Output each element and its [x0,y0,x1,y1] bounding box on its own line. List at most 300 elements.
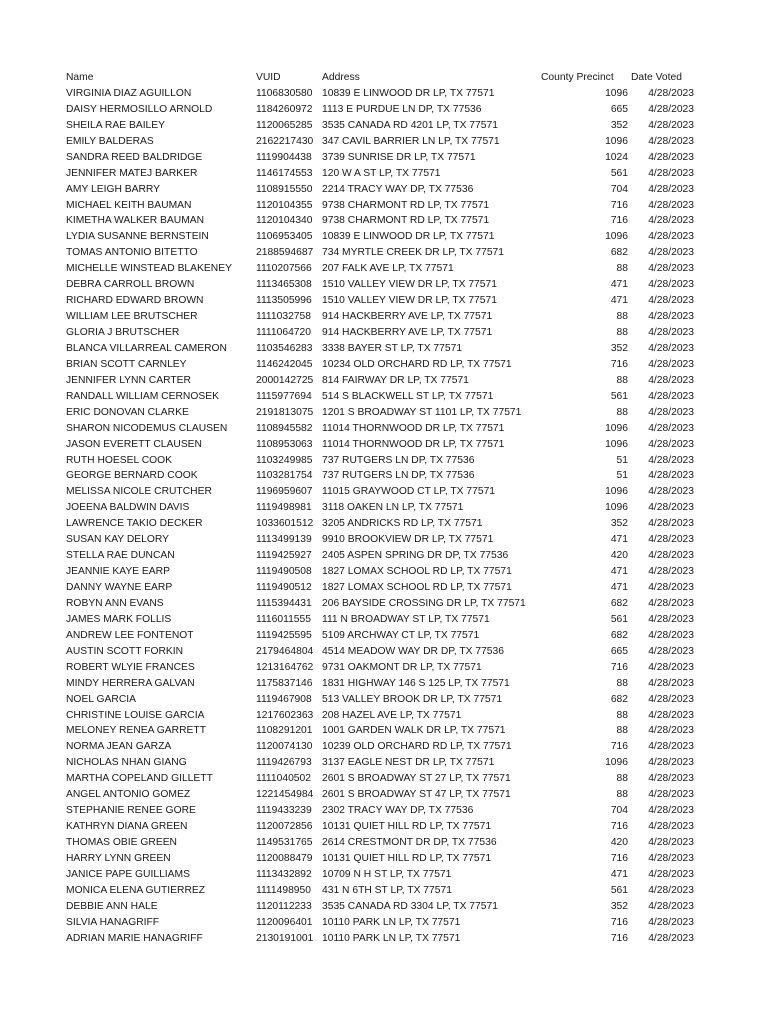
precinct-cell: 561 [610,390,628,402]
vuid-cell: 1120088479 [256,852,313,864]
table-row [0,723,770,739]
date-voted-cell: 4/28/2023 [648,119,694,131]
precinct-cell: 1096 [605,757,628,769]
voter-name-cell: MINDY HERRERA GALVAN [66,677,195,689]
precinct-cell: 88 [616,709,628,721]
voter-name-cell: THOMAS OBIE GREEN [66,837,177,848]
voter-rows [0,86,770,947]
voter-name-cell: SANDRA REED BALDRIDGE [66,151,203,163]
address-cell: 10131 QUIET HILL RD LP, TX 77571 [322,821,492,833]
date-voted-cell: 4/28/2023 [648,757,694,769]
voter-name-cell: RICHARD EDWARD BROWN [66,295,204,307]
precinct-cell: 682 [610,247,628,259]
vuid-cell: 2188594687 [256,247,314,259]
table-row [0,596,770,612]
date-voted-cell: 4/28/2023 [648,438,694,450]
address-cell: 1827 LOMAX SCHOOL RD LP, TX 77571 [322,566,512,578]
vuid-cell: 1119490512 [256,582,312,593]
date-voted-cell: 4/28/2023 [648,741,694,753]
vuid-cell: 1120072856 [256,821,313,833]
date-voted-cell: 4/28/2023 [648,422,694,434]
address-cell: 9910 BROOKVIEW DR LP, TX 77571 [322,534,494,546]
address-cell: 2214 TRACY WAY DP, TX 77536 [322,183,474,195]
table-row [0,150,770,166]
table-row [0,548,770,564]
date-voted-cell: 4/28/2023 [648,916,694,928]
vuid-cell: 1213164762 [256,661,314,673]
address-cell: 3205 ANDRICKS RD LP, TX 77571 [322,518,483,530]
voter-name-cell: MELONEY RENEA GARRETT [66,725,206,737]
precinct-cell: 471 [610,868,628,880]
table-row [0,835,770,851]
precinct-cell: 704 [610,183,628,195]
header-row [0,70,770,86]
date-voted-cell: 4/28/2023 [648,454,694,466]
precinct-cell: 716 [610,852,628,864]
vuid-cell: 1119904438 [256,151,312,163]
address-cell: 10709 N H ST LP, TX 77571 [322,868,452,880]
date-voted-cell: 4/28/2023 [648,900,694,912]
vuid-cell: 1108945582 [256,422,313,434]
precinct-cell: 1096 [605,231,628,243]
date-voted-cell: 4/28/2023 [648,311,694,323]
vuid-cell: 1119425927 [256,550,312,562]
table-row [0,867,770,883]
vuid-cell: 1184260972 [256,103,313,115]
date-voted-cell: 4/28/2023 [648,868,694,880]
precinct-cell: 88 [616,263,628,275]
vuid-cell: 1115394431 [256,597,312,609]
precinct-cell: 88 [616,327,628,338]
precinct-cell: 471 [610,582,628,593]
address-cell: 2601 S BROADWAY ST 47 LP, TX 77571 [322,789,511,801]
header-name: Name [66,72,94,83]
address-cell: 120 W A ST LP, TX 77571 [322,167,441,179]
vuid-cell: 1033601512 [256,518,314,530]
table-row [0,134,770,150]
address-cell: 3137 EAGLE NEST DR LP, TX 77571 [322,757,495,769]
precinct-cell: 1096 [605,486,628,498]
precinct-cell: 1096 [605,502,628,514]
vuid-cell: 1103281754 [256,470,313,482]
table-row [0,484,770,500]
table-row [0,341,770,357]
date-voted-cell: 4/28/2023 [648,502,694,514]
table-row [0,516,770,532]
date-voted-cell: 4/28/2023 [648,661,694,673]
vuid-cell: 1113505996 [256,295,312,307]
voter-name-cell: DAISY HERMOSILLO ARNOLD [66,103,213,115]
voter-name-cell: SHARON NICODEMUS CLAUSEN [66,422,228,434]
date-voted-cell: 4/28/2023 [648,406,694,418]
vuid-cell: 1120112233 [256,900,312,912]
vuid-cell: 1149531765 [256,837,313,848]
voter-name-cell: ROBERT WLYIE FRANCES [66,661,195,673]
table-row [0,389,770,405]
table-row [0,166,770,182]
address-cell: 11014 THORNWOOD DR LP, TX 77571 [322,438,505,450]
header-vuid: VUID [256,72,281,83]
table-row [0,771,770,787]
address-cell: 914 HACKBERRY AVE LP, TX 77571 [322,327,493,338]
table-row [0,453,770,469]
voter-name-cell: ANDREW LEE FONTENOT [66,629,194,641]
table-row [0,118,770,134]
date-voted-cell: 4/28/2023 [648,87,694,99]
precinct-cell: 716 [610,215,628,227]
address-cell: 1510 VALLEY VIEW DR LP, TX 77571 [322,295,497,307]
table-row [0,899,770,915]
voter-name-cell: SHEILA RAE BAILEY [66,119,166,131]
precinct-cell: 1096 [605,438,628,450]
voter-name-cell: HARRY LYNN GREEN [66,852,171,864]
date-voted-cell: 4/28/2023 [648,932,694,944]
voter-name-cell: VIRGINIA DIAZ AGUILLON [66,87,192,99]
vuid-cell: 2130191001 [256,932,314,944]
precinct-cell: 665 [610,103,628,115]
address-cell: 10839 E LINWOOD DR LP, TX 77571 [322,87,495,99]
address-cell: 3535 CANADA RD 3304 LP, TX 77571 [322,900,498,912]
precinct-cell: 51 [616,470,628,482]
vuid-cell: 1120074130 [256,741,313,753]
vuid-cell: 1196959607 [256,486,313,498]
precinct-cell: 88 [616,725,628,737]
address-cell: 11015 GRAYWOOD CT LP, TX 77571 [322,486,496,498]
precinct-cell: 716 [610,932,628,944]
vuid-cell: 1108953063 [256,438,313,450]
date-voted-cell: 4/28/2023 [648,709,694,721]
table-row [0,213,770,229]
table-row [0,86,770,102]
precinct-cell: 682 [610,597,628,609]
voter-name-cell: KATHRYN DIANA GREEN [66,821,188,833]
table-row [0,755,770,771]
date-voted-cell: 4/28/2023 [648,263,694,275]
voter-name-cell: BLANCA VILLARREAL CAMERON [66,342,227,354]
vuid-cell: 1111040502 [256,773,311,785]
date-voted-cell: 4/28/2023 [648,486,694,498]
address-cell: 2601 S BROADWAY ST 27 LP, TX 77571 [322,773,511,785]
address-cell: 1001 GARDEN WALK DR LP, TX 77571 [322,725,506,737]
address-cell: 208 HAZEL AVE LP, TX 77571 [322,709,462,721]
address-cell: 10131 QUIET HILL RD LP, TX 77571 [322,852,492,864]
voter-name-cell: MELISSA NICOLE CRUTCHER [66,486,212,498]
precinct-cell: 682 [610,693,628,705]
table-row [0,739,770,755]
precinct-cell: 88 [616,374,628,386]
address-cell: 9738 CHARMONT RD LP, TX 77571 [322,199,490,211]
voter-name-cell: ANGEL ANTONIO GOMEZ [66,789,191,801]
address-cell: 10839 E LINWOOD DR LP, TX 77571 [322,231,495,243]
address-cell: 814 FAIRWAY DR LP, TX 77571 [322,374,469,386]
vuid-cell: 1175837146 [256,677,313,689]
table-row [0,468,770,484]
table-row [0,787,770,803]
address-cell: 9738 CHARMONT RD LP, TX 77571 [322,215,490,227]
date-voted-cell: 4/28/2023 [648,295,694,307]
voter-name-cell: NICHOLAS NHAN GIANG [66,757,187,769]
date-voted-cell: 4/28/2023 [648,135,694,147]
table-row [0,660,770,676]
vuid-cell: 2191813075 [256,406,314,418]
table-row [0,532,770,548]
vuid-cell: 1110207566 [256,263,312,275]
precinct-cell: 716 [610,661,628,673]
date-voted-cell: 4/28/2023 [648,645,694,657]
table-row [0,500,770,516]
precinct-cell: 561 [610,167,628,179]
voter-name-cell: AMY LEIGH BARRY [66,183,161,195]
precinct-cell: 716 [610,741,628,753]
vuid-cell: 1111498950 [256,884,311,896]
address-cell: 914 HACKBERRY AVE LP, TX 77571 [322,311,493,323]
address-cell: 11014 THORNWOOD DR LP, TX 77571 [322,422,505,434]
voter-name-cell: ROBYN ANN EVANS [66,597,164,609]
precinct-cell: 682 [610,629,628,641]
date-voted-cell: 4/28/2023 [648,390,694,402]
voter-name-cell: MARTHA COPELAND GILLETT [66,773,213,785]
voter-name-cell: BRIAN SCOTT CARNLEY [66,358,187,370]
voter-name-cell: ADRIAN MARIE HANAGRIFF [66,932,203,944]
table-row [0,182,770,198]
vuid-cell: 1146174553 [256,167,313,179]
date-voted-cell: 4/28/2023 [648,374,694,386]
address-cell: 2614 CRESTMONT DR DP, TX 77536 [322,837,497,848]
precinct-cell: 471 [610,295,628,307]
vuid-cell: 1119433239 [256,805,312,817]
table-row [0,245,770,261]
address-cell: 3338 BAYER ST LP, TX 77571 [322,342,463,354]
date-voted-cell: 4/28/2023 [648,884,694,896]
date-voted-cell: 4/28/2023 [648,215,694,227]
vuid-cell: 1217602363 [256,709,314,721]
voter-name-cell: KIMETHA WALKER BAUMAN [66,215,205,227]
date-voted-cell: 4/28/2023 [648,582,694,593]
address-cell: 3535 CANADA RD 4201 LP, TX 77571 [322,119,498,131]
address-cell: 9731 OAKMONT DR LP, TX 77571 [322,661,482,673]
precinct-cell: 1096 [605,87,628,99]
address-cell: 431 N 6TH ST LP, TX 77571 [322,884,452,896]
voter-name-cell: GEORGE BERNARD COOK [66,470,198,482]
address-cell: 207 FALK AVE LP, TX 77571 [322,263,454,275]
date-voted-cell: 4/28/2023 [648,534,694,546]
vuid-cell: 1221454984 [256,789,314,801]
precinct-cell: 352 [610,119,628,131]
voter-name-cell: LAWRENCE TAKIO DECKER [66,518,203,530]
table-row [0,373,770,389]
vuid-cell: 1113465308 [256,279,312,291]
table-row [0,819,770,835]
vuid-cell: 1115977694 [256,390,312,402]
date-voted-cell: 4/28/2023 [648,327,694,338]
voter-name-cell: MICHELLE WINSTEAD BLAKENEY [66,263,232,275]
precinct-cell: 420 [610,837,628,848]
date-voted-cell: 4/28/2023 [648,518,694,530]
voter-name-cell: JEANNIE KAYE EARP [66,566,170,578]
voter-name-cell: JENNIFER MATEJ BARKER [66,167,198,179]
table-row [0,851,770,867]
address-cell: 514 S BLACKWELL ST LP, TX 77571 [322,390,494,402]
date-voted-cell: 4/28/2023 [648,342,694,354]
date-voted-cell: 4/28/2023 [648,103,694,115]
table-row [0,676,770,692]
precinct-cell: 51 [616,454,628,466]
address-cell: 4514 MEADOW WAY DR DP, TX 77536 [322,645,504,657]
vuid-cell: 1116011555 [256,613,311,625]
address-cell: 2302 TRACY WAY DP, TX 77536 [322,805,474,817]
date-voted-cell: 4/28/2023 [648,358,694,370]
table-row [0,261,770,277]
address-cell: 1831 HIGHWAY 146 S 125 LP, TX 77571 [322,677,510,689]
vuid-cell: 1119467908 [256,693,312,705]
address-cell: 10234 OLD ORCHARD RD LP, TX 77571 [322,358,512,370]
precinct-cell: 352 [610,518,628,530]
precinct-cell: 88 [616,406,628,418]
address-cell: 1113 E PURDUE LN DP, TX 77536 [322,103,482,115]
precinct-cell: 665 [610,645,628,657]
table-row [0,708,770,724]
vuid-cell: 1119490508 [256,566,312,578]
header-county-precinct: County Precinct [541,72,614,83]
date-voted-cell: 4/28/2023 [648,151,694,163]
date-voted-cell: 4/28/2023 [648,821,694,833]
date-voted-cell: 4/28/2023 [648,566,694,578]
date-voted-cell: 4/28/2023 [648,613,694,625]
voter-name-cell: JASON EVERETT CLAUSEN [66,438,202,450]
date-voted-cell: 4/28/2023 [648,279,694,291]
table-row [0,580,770,596]
table-row [0,803,770,819]
address-cell: 10239 OLD ORCHARD RD LP, TX 77571 [322,741,512,753]
date-voted-cell: 4/28/2023 [648,773,694,785]
vuid-cell: 1111064720 [256,327,311,338]
address-cell: 111 N BROADWAY ST LP, TX 77571 [322,613,490,625]
precinct-cell: 716 [610,821,628,833]
table-row [0,644,770,660]
address-cell: 347 CAVIL BARRIER LN LP, TX 77571 [322,135,500,147]
vuid-cell: 1146242045 [256,358,313,370]
date-voted-cell: 4/28/2023 [648,677,694,689]
voter-name-cell: GLORIA J BRUTSCHER [66,327,180,338]
date-voted-cell: 4/28/2023 [648,852,694,864]
voter-name-cell: WILLIAM LEE BRUTSCHER [66,311,198,323]
date-voted-cell: 4/28/2023 [648,231,694,243]
voter-name-cell: NOEL GARCIA [66,693,136,705]
precinct-cell: 471 [610,534,628,546]
table-row [0,405,770,421]
voter-name-cell: RANDALL WILLIAM CERNOSEK [66,390,219,402]
vuid-cell: 1106830580 [256,87,313,99]
date-voted-cell: 4/28/2023 [648,725,694,737]
voter-name-cell: DEBRA CARROLL BROWN [66,279,195,291]
address-cell: 1827 LOMAX SCHOOL RD LP, TX 77571 [322,582,512,593]
address-cell: 5109 ARCHWAY CT LP, TX 77571 [322,629,480,641]
vuid-cell: 1103546283 [256,342,313,354]
precinct-cell: 1024 [605,151,628,163]
vuid-cell: 1113432892 [256,868,312,880]
precinct-cell: 352 [610,342,628,354]
precinct-cell: 352 [610,900,628,912]
date-voted-cell: 4/28/2023 [648,789,694,801]
vuid-cell: 1120096401 [256,916,313,928]
date-voted-cell: 4/28/2023 [648,837,694,848]
voter-name-cell: AUSTIN SCOTT FORKIN [66,645,184,657]
table-row [0,198,770,214]
vuid-cell: 1119425595 [256,629,312,641]
table-row [0,277,770,293]
table-row [0,437,770,453]
table-row [0,293,770,309]
precinct-cell: 420 [610,550,628,562]
voter-name-cell: ERIC DONOVAN CLARKE [66,406,189,418]
date-voted-cell: 4/28/2023 [648,805,694,817]
voter-name-cell: DEBBIE ANN HALE [66,900,158,912]
address-cell: 206 BAYSIDE CROSSING DR LP, TX 77571 [322,597,526,609]
vuid-cell: 1113499139 [256,534,312,546]
vuid-cell: 2162217430 [256,135,314,147]
voter-name-cell: SILVIA HANAGRIFF [66,916,160,928]
vuid-cell: 2000142725 [256,374,314,386]
vuid-cell: 1103249985 [256,454,313,466]
date-voted-cell: 4/28/2023 [648,597,694,609]
voter-name-cell: EMILY BALDERAS [66,135,154,147]
table-row [0,102,770,118]
table-row [0,931,770,947]
vuid-cell: 1120104355 [256,199,313,211]
address-cell: 513 VALLEY BROOK DR LP, TX 77571 [322,693,503,705]
voter-name-cell: MICHAEL KEITH BAUMAN [66,199,192,211]
precinct-cell: 716 [610,199,628,211]
address-cell: 737 RUTGERS LN DP, TX 77536 [322,454,475,466]
vuid-cell: 2179464804 [256,645,314,657]
table-row [0,915,770,931]
vuid-cell: 1119498981 [256,502,312,514]
table-row [0,883,770,899]
vuid-cell: 1108291201 [256,725,313,737]
precinct-cell: 471 [610,566,628,578]
address-cell: 734 MYRTLE CREEK DR LP, TX 77571 [322,247,505,259]
address-cell: 2405 ASPEN SPRING DR DP, TX 77536 [322,550,509,562]
voter-name-cell: CHRISTINE LOUISE GARCIA [66,709,205,721]
date-voted-cell: 4/28/2023 [648,199,694,211]
vuid-cell: 1106953405 [256,231,313,243]
address-cell: 3118 OAKEN LN LP, TX 77571 [322,502,464,514]
precinct-cell: 716 [610,916,628,928]
precinct-cell: 1096 [605,422,628,434]
voter-name-cell: SUSAN KAY DELORY [66,534,170,546]
table-row [0,229,770,245]
voter-name-cell: TOMAS ANTONIO BITETTO [66,247,198,259]
voter-name-cell: STEPHANIE RENEE GORE [66,805,196,817]
voter-name-cell: NORMA JEAN GARZA [66,741,172,753]
date-voted-cell: 4/28/2023 [648,693,694,705]
date-voted-cell: 4/28/2023 [648,167,694,179]
precinct-cell: 88 [616,311,628,323]
precinct-cell: 561 [610,613,628,625]
date-voted-cell: 4/28/2023 [648,247,694,259]
address-cell: 737 RUTGERS LN DP, TX 77536 [322,470,475,482]
vuid-cell: 1120065285 [256,119,313,131]
voter-name-cell: MONICA ELENA GUTIERREZ [66,884,206,896]
voter-list-document [0,70,770,947]
table-row [0,564,770,580]
precinct-cell: 88 [616,789,628,801]
date-voted-cell: 4/28/2023 [648,550,694,562]
voter-name-cell: JANICE PAPE GUILLIAMS [66,868,190,880]
precinct-cell: 716 [610,358,628,370]
header-address: Address [322,72,360,83]
address-cell: 1201 S BROADWAY ST 1101 LP, TX 77571 [322,406,522,418]
